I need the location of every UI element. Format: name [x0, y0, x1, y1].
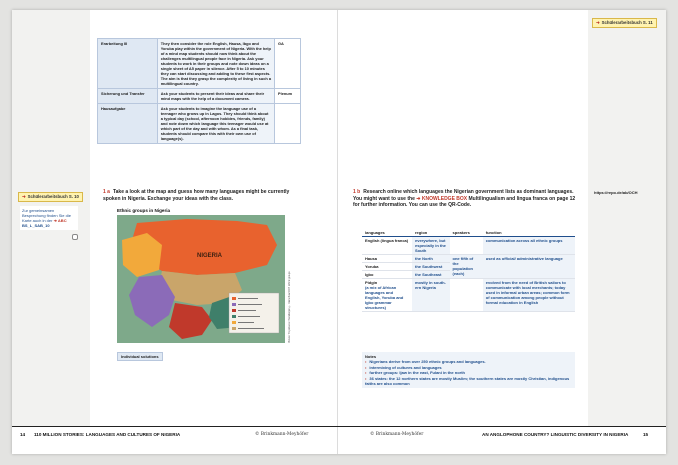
- table-row: Igbo the Southeast: [362, 271, 575, 279]
- left-running-title: 110 MILLION STORIES: LANGUAGES AND CULTURES OF NIGERIA: [34, 432, 181, 437]
- phase-mode: [275, 104, 301, 144]
- map-title: Ethnic groups in Nigeria: [117, 208, 171, 213]
- map-credit: Picture: YE pictures/ Hamiltonpic © Dierschow/OCH Ethnic groups: [288, 271, 291, 343]
- notes-box: [362, 352, 575, 388]
- knowledge-box-link[interactable]: ➜ KNOWLEDGE BOX: [416, 195, 468, 202]
- languages-table: [362, 229, 575, 312]
- column-header: languages: [362, 229, 412, 237]
- task-text: Take a look at the map and guess how many languages might be currently spoken in Nigeria. Exchange your ideas with the class.: [103, 189, 290, 202]
- map-country-label: NIGERIA: [197, 253, 223, 259]
- list-item: • 36 states: the 12 northern states are mostly Muslim; the southern states are mostly Christian, indigenous faiths are also common: [365, 375, 570, 387]
- list-item: • intermixing of cultures and languages: [365, 364, 442, 370]
- workbook-reference-sticker[interactable]: ➜ Schülerarbeitsbuch S. 11: [592, 18, 657, 28]
- table-row: [98, 39, 301, 89]
- table-row: Yoruba the Southwest: [362, 263, 575, 271]
- notes-heading: Notes: [365, 354, 377, 359]
- phase-mode: Plenum: [275, 89, 301, 104]
- right-page-number: 15: [643, 432, 649, 437]
- task-1b: 1 b Research online which languages the Nigerian government lists as dominant languages. You might want to use the ➜ KNOWLEDGE BOX Multilingualism and lingua franca on page 12 for further information. You can use the QR-Code.: [353, 189, 576, 208]
- ethnic-groups-map: [117, 215, 285, 343]
- phase-mode: GA: [275, 39, 301, 89]
- table-row: [98, 104, 301, 144]
- task-1a: [103, 189, 303, 202]
- table-row: [98, 89, 301, 104]
- map-graphic: [117, 215, 285, 343]
- task-number: 1 b: [353, 189, 361, 195]
- table-header-row: [362, 229, 575, 237]
- list-item: • Nigerians derive from over 250 ethnic groups and languages.: [365, 359, 486, 365]
- phase-text: Ask your students to present their ideas and share their mind maps with the help of a document camera.: [157, 89, 274, 104]
- task-number: 1 a: [103, 189, 110, 195]
- qr-url-link[interactable]: https://repo.de/ab/OCH: [594, 190, 638, 195]
- digital-link[interactable]: ➜ ABC: [53, 218, 67, 223]
- list-item: • further groups: Ijaw in the east, Fulani in the north: [365, 370, 465, 376]
- arrow-icon: ➜: [22, 194, 26, 199]
- pointer-hand-icon: [72, 234, 78, 240]
- arrow-icon: ➜: [596, 20, 600, 25]
- publisher-right: © Brinkmann-Meyhöfer: [370, 432, 424, 437]
- table-row: Hausa the North one fifth of the population (each) used as official/ administrative language: [362, 255, 575, 263]
- side-note: Zur gemeinsamen Besprechung finden Sie die Karte auch in der ➜ ABC BS_L_SAB_10: [20, 206, 78, 230]
- phase-label: Sicherung und Transfer: [98, 89, 158, 104]
- code-label: BS_L_SAB_10: [22, 223, 50, 228]
- phase-text: They then consider the role English, Hausa, Ibgo and Yoruba play within the government of Nigeria. With the help of a mind map students should now think about the challenges multilingual people face in Nigeria. Ask your students to work in their groups and note down ideas on a single sheet of A5 paper in silence. After 5 to 10 minutes they can start discussing and adding to these first aspects. The aim is that they grasp the complexity of living in such a multilingual country.: [157, 39, 274, 89]
- lesson-plan-table: [97, 38, 301, 144]
- phase-label: Erarbeitung III: [98, 39, 158, 89]
- column-header: region: [412, 229, 450, 237]
- individual-solutions-label: Individual solutions: [117, 352, 163, 361]
- phase-text: Ask your students to imagine the language use of a teenager who grows up in Lagos. They should think about a typical day (school, afternoon hobbies, friends, family) and note down which language this teenager would use at which part of the day and with whom. As a final task, students should compare this with their own use of language(s).: [157, 104, 274, 144]
- page-gutter: [337, 10, 338, 454]
- workbook-reference-sticker-left[interactable]: ➜ Schülerarbeitsbuch S. 10: [18, 192, 83, 202]
- footer-rule: [12, 426, 666, 427]
- left-page-number: 14: [20, 432, 26, 437]
- table-row: English (lingua franca) everywhere, but especially in the South communication across all ethnic groups: [362, 237, 575, 255]
- column-header: function: [483, 229, 575, 237]
- column-header: speakers: [450, 229, 483, 237]
- right-running-title: AN ANGLOPHONE COUNTRY? LINGUISTIC DIVERSITY IN NIGERIA: [482, 432, 629, 437]
- right-margin-column: [588, 10, 666, 426]
- table-row: Pidgin (a mix of African languages and English, Yoruba and Igbo grammar structures) mostly in south-ern Nigeria evolved from the need of British sailors to communicate with local merchants; today used in informal urban areas; common form of communication among people without formal education in English: [362, 279, 575, 312]
- phase-label: Hausaufgabe: [98, 104, 158, 144]
- publisher-left: © Brinkmann-Meyhöfer: [255, 432, 309, 437]
